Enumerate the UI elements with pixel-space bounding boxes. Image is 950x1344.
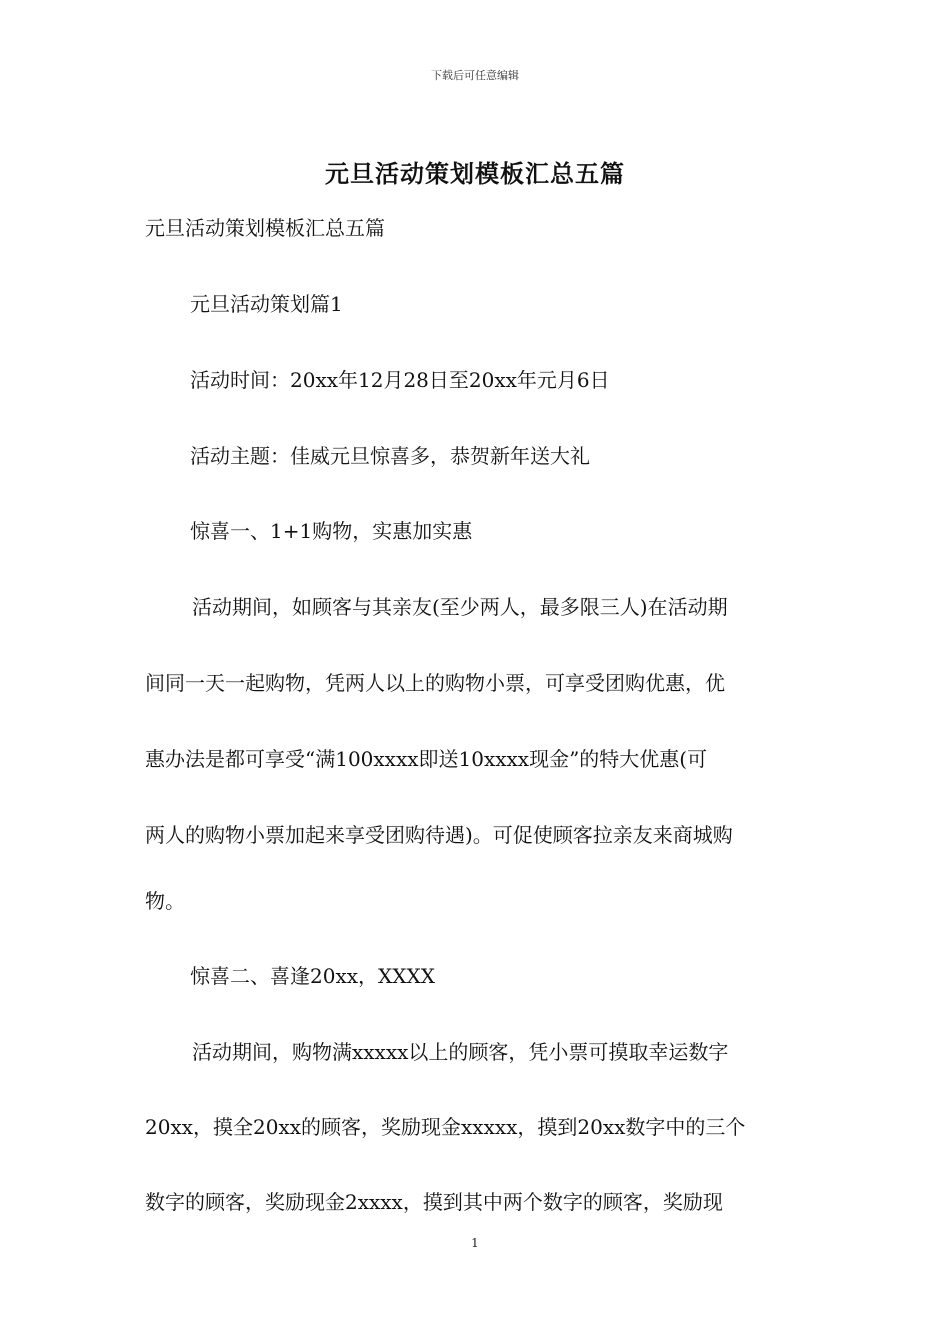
surprise-two-heading: 惊喜二、喜逢20xx，XXXX <box>190 964 435 988</box>
paragraph-line: 活动期间，如顾客与其亲友(至少两人，最多限三人)在活动期 <box>192 595 728 619</box>
paragraph-line: 20xx，摸全20xx的顾客，奖励现金xxxxx，摸到20xx数字中的三个 <box>145 1115 746 1139</box>
paragraph-line: 惠办法是都可享受“满100xxxx即送10xxxx现金”的特大优惠(可 <box>145 747 708 771</box>
activity-time: 活动时间：20xx年12月28日至20xx年元月6日 <box>190 368 610 392</box>
section-heading: 元旦活动策划篇1 <box>190 292 343 316</box>
header-note: 下载后可任意编辑 <box>431 69 519 82</box>
document-subtitle: 元旦活动策划模板汇总五篇 <box>145 216 385 240</box>
document-title: 元旦活动策划模板汇总五篇 <box>325 159 625 188</box>
paragraph-line: 两人的购物小票加起来享受团购待遇)。可促使顾客拉亲友来商城购 <box>145 823 733 847</box>
surprise-one-heading: 惊喜一、1+1购物，实惠加实惠 <box>190 519 473 543</box>
page-number: 1 <box>471 1236 479 1250</box>
activity-theme: 活动主题：佳威元旦惊喜多，恭贺新年送大礼 <box>190 444 590 468</box>
paragraph-line: 活动期间，购物满xxxxx以上的顾客，凭小票可摸取幸运数字 <box>192 1040 729 1064</box>
paragraph-line: 物。 <box>145 889 185 913</box>
paragraph-line: 数字的顾客，奖励现金2xxxx，摸到其中两个数字的顾客，奖励现 <box>145 1190 723 1214</box>
paragraph-line: 间同一天一起购物，凭两人以上的购物小票，可享受团购优惠，优 <box>145 671 725 695</box>
